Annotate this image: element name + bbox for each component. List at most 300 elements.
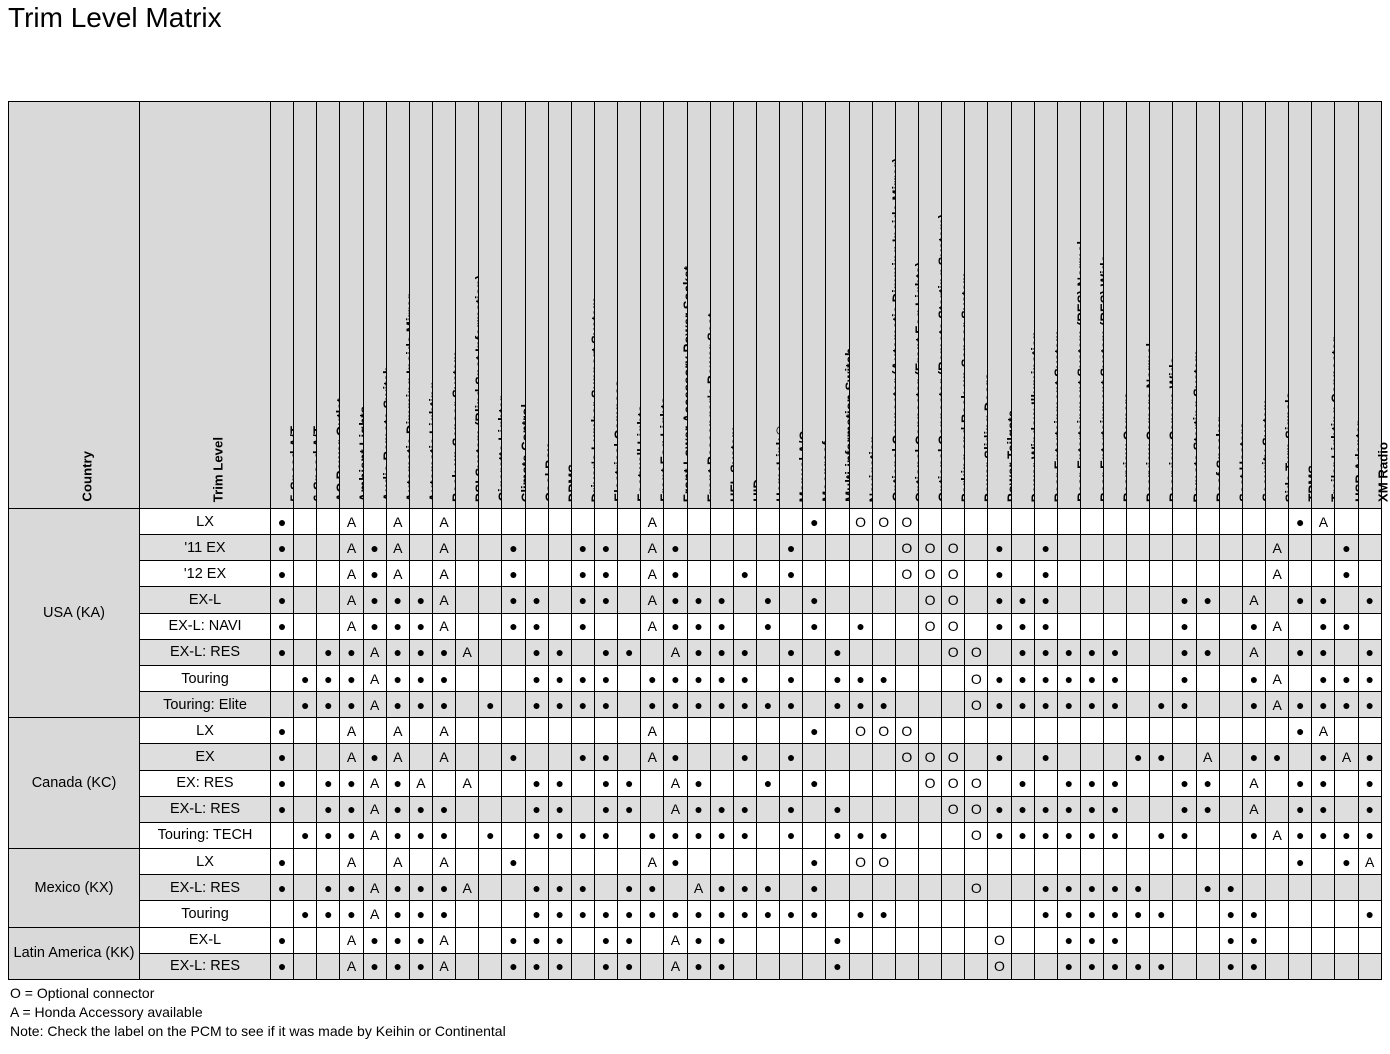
feature-cell: ● bbox=[1150, 692, 1173, 718]
feature-cell bbox=[1358, 613, 1381, 639]
feature-cell bbox=[780, 613, 803, 639]
table-row bbox=[9, 953, 1382, 979]
feature-cell bbox=[942, 665, 965, 691]
feature-cell: ● bbox=[780, 639, 803, 665]
feature-cell bbox=[1312, 953, 1335, 979]
feature-cell bbox=[456, 692, 479, 718]
feature-cell bbox=[363, 509, 386, 535]
feature-cell: ● bbox=[618, 875, 641, 901]
feature-cell: A bbox=[664, 770, 687, 796]
feature-cell: ● bbox=[1127, 744, 1150, 770]
feature-cell: A bbox=[664, 953, 687, 979]
feature-cell bbox=[756, 665, 779, 691]
feature-cell bbox=[456, 953, 479, 979]
feature-cell bbox=[479, 613, 502, 639]
feature-cell: ● bbox=[294, 822, 317, 848]
feature-cell bbox=[1219, 665, 1242, 691]
feature-cell bbox=[918, 796, 941, 822]
feature-cell bbox=[456, 665, 479, 691]
feature-cell: ● bbox=[1358, 770, 1381, 796]
trim-level-cell: EX bbox=[140, 744, 271, 770]
feature-cell bbox=[664, 875, 687, 901]
feature-cell bbox=[965, 849, 988, 875]
feature-cell: ● bbox=[1080, 927, 1103, 953]
feature-cell bbox=[1011, 901, 1034, 927]
feature-cell: ● bbox=[1173, 613, 1196, 639]
feature-cell bbox=[317, 953, 340, 979]
feature-cell bbox=[479, 849, 502, 875]
feature-cell: ● bbox=[1242, 744, 1265, 770]
feature-cell: O bbox=[988, 927, 1011, 953]
feature-cell: ● bbox=[849, 901, 872, 927]
feature-cell bbox=[1080, 587, 1103, 613]
feature-cell: ● bbox=[1011, 665, 1034, 691]
feature-cell: ● bbox=[618, 770, 641, 796]
feature-cell: ● bbox=[1335, 692, 1358, 718]
feature-cell bbox=[502, 875, 525, 901]
feature-cell bbox=[1127, 535, 1150, 561]
feature-cell bbox=[502, 770, 525, 796]
feature-cell: ● bbox=[571, 822, 594, 848]
header-feature bbox=[687, 102, 710, 509]
feature-cell bbox=[1173, 744, 1196, 770]
feature-cell: ● bbox=[710, 613, 733, 639]
feature-cell: ● bbox=[710, 927, 733, 953]
feature-cell bbox=[1127, 587, 1150, 613]
feature-cell: A bbox=[432, 718, 455, 744]
feature-cell bbox=[1104, 744, 1127, 770]
feature-cell bbox=[1242, 509, 1265, 535]
feature-cell: ● bbox=[294, 692, 317, 718]
table-row bbox=[9, 901, 1382, 927]
feature-cell bbox=[1266, 953, 1289, 979]
feature-cell: ● bbox=[780, 535, 803, 561]
feature-cell: ● bbox=[1358, 665, 1381, 691]
feature-cell bbox=[548, 718, 571, 744]
header-feature bbox=[409, 102, 432, 509]
feature-cell: ● bbox=[363, 587, 386, 613]
feature-cell bbox=[548, 535, 571, 561]
feature-cell bbox=[618, 561, 641, 587]
feature-cell: A bbox=[641, 509, 664, 535]
feature-cell bbox=[1173, 561, 1196, 587]
feature-cell: ● bbox=[571, 901, 594, 927]
trim-level-cell: EX-L: RES bbox=[140, 796, 271, 822]
feature-cell: O bbox=[965, 692, 988, 718]
feature-cell bbox=[294, 718, 317, 744]
feature-cell: ● bbox=[271, 561, 294, 587]
header-feature bbox=[432, 102, 455, 509]
feature-cell bbox=[1335, 718, 1358, 744]
feature-cell: O bbox=[895, 561, 918, 587]
feature-cell bbox=[548, 849, 571, 875]
feature-cell bbox=[594, 849, 617, 875]
feature-cell bbox=[826, 849, 849, 875]
feature-cell bbox=[1057, 718, 1080, 744]
feature-cell bbox=[872, 561, 895, 587]
feature-cell bbox=[1127, 796, 1150, 822]
feature-cell bbox=[1358, 953, 1381, 979]
feature-cell bbox=[479, 535, 502, 561]
feature-cell bbox=[363, 849, 386, 875]
feature-cell: ● bbox=[525, 692, 548, 718]
feature-cell bbox=[1034, 849, 1057, 875]
feature-cell bbox=[1127, 822, 1150, 848]
feature-cell bbox=[1312, 901, 1335, 927]
feature-cell: ● bbox=[271, 796, 294, 822]
feature-cell: ● bbox=[1104, 770, 1127, 796]
feature-cell bbox=[502, 901, 525, 927]
feature-cell bbox=[918, 849, 941, 875]
feature-cell bbox=[756, 849, 779, 875]
feature-cell bbox=[1196, 953, 1219, 979]
feature-cell: ● bbox=[271, 770, 294, 796]
feature-cell bbox=[1312, 561, 1335, 587]
header-feature bbox=[895, 102, 918, 509]
feature-cell bbox=[317, 718, 340, 744]
feature-cell: A bbox=[1242, 770, 1265, 796]
feature-cell: ● bbox=[1057, 692, 1080, 718]
feature-cell bbox=[918, 927, 941, 953]
feature-cell: ● bbox=[502, 744, 525, 770]
feature-cell: ● bbox=[756, 587, 779, 613]
feature-cell: ● bbox=[1104, 901, 1127, 927]
feature-cell bbox=[1289, 744, 1312, 770]
feature-cell bbox=[641, 953, 664, 979]
feature-cell: ● bbox=[988, 796, 1011, 822]
feature-cell: ● bbox=[1242, 953, 1265, 979]
feature-cell bbox=[479, 587, 502, 613]
feature-cell bbox=[780, 953, 803, 979]
feature-cell: O bbox=[965, 639, 988, 665]
feature-cell bbox=[479, 744, 502, 770]
feature-cell bbox=[294, 849, 317, 875]
feature-cell: ● bbox=[432, 639, 455, 665]
feature-cell: ● bbox=[271, 535, 294, 561]
feature-cell: ● bbox=[548, 822, 571, 848]
feature-cell: ● bbox=[386, 692, 409, 718]
feature-cell bbox=[479, 875, 502, 901]
feature-cell bbox=[988, 509, 1011, 535]
feature-cell: ● bbox=[826, 796, 849, 822]
feature-cell: ● bbox=[780, 796, 803, 822]
feature-cell: ● bbox=[1104, 692, 1127, 718]
feature-cell: ● bbox=[571, 535, 594, 561]
feature-cell: ● bbox=[571, 613, 594, 639]
feature-cell: ● bbox=[803, 901, 826, 927]
feature-cell bbox=[826, 561, 849, 587]
feature-cell: ● bbox=[409, 875, 432, 901]
feature-cell bbox=[803, 692, 826, 718]
feature-cell: ● bbox=[317, 770, 340, 796]
feature-cell: ● bbox=[1358, 692, 1381, 718]
feature-cell: A bbox=[340, 849, 363, 875]
feature-cell: A bbox=[641, 535, 664, 561]
feature-cell bbox=[548, 561, 571, 587]
header-feature bbox=[571, 102, 594, 509]
header-feature bbox=[1312, 102, 1335, 509]
feature-cell bbox=[1150, 535, 1173, 561]
feature-cell: ● bbox=[386, 901, 409, 927]
feature-cell bbox=[1057, 849, 1080, 875]
feature-cell bbox=[733, 509, 756, 535]
feature-cell bbox=[1196, 692, 1219, 718]
feature-cell bbox=[1127, 770, 1150, 796]
feature-cell: ● bbox=[1034, 613, 1057, 639]
feature-cell bbox=[803, 639, 826, 665]
feature-cell: ● bbox=[988, 535, 1011, 561]
feature-cell bbox=[965, 901, 988, 927]
header-feature bbox=[1104, 102, 1127, 509]
feature-cell bbox=[1266, 927, 1289, 953]
feature-cell: ● bbox=[548, 639, 571, 665]
feature-cell bbox=[803, 796, 826, 822]
feature-cell: ● bbox=[1057, 901, 1080, 927]
feature-cell: ● bbox=[780, 822, 803, 848]
feature-cell: ● bbox=[548, 692, 571, 718]
feature-cell: A bbox=[664, 927, 687, 953]
feature-cell: ● bbox=[1335, 613, 1358, 639]
feature-cell: ● bbox=[1104, 796, 1127, 822]
feature-cell bbox=[1080, 718, 1103, 744]
table-row bbox=[9, 665, 1382, 691]
feature-cell: A bbox=[432, 509, 455, 535]
feature-cell: ● bbox=[664, 822, 687, 848]
feature-cell bbox=[1057, 587, 1080, 613]
feature-cell bbox=[548, 744, 571, 770]
table-row bbox=[9, 692, 1382, 718]
feature-cell: ● bbox=[432, 665, 455, 691]
feature-cell bbox=[1242, 535, 1265, 561]
feature-cell bbox=[1150, 509, 1173, 535]
feature-cell: ● bbox=[1289, 509, 1312, 535]
feature-cell: ● bbox=[1312, 613, 1335, 639]
feature-cell: ● bbox=[1173, 822, 1196, 848]
feature-cell: ● bbox=[756, 901, 779, 927]
feature-cell: ● bbox=[548, 665, 571, 691]
feature-cell: ● bbox=[340, 901, 363, 927]
feature-cell bbox=[317, 744, 340, 770]
feature-cell bbox=[942, 875, 965, 901]
feature-cell: ● bbox=[386, 822, 409, 848]
feature-cell: ● bbox=[525, 613, 548, 639]
feature-cell bbox=[895, 613, 918, 639]
feature-cell bbox=[872, 744, 895, 770]
feature-cell bbox=[1335, 875, 1358, 901]
feature-cell bbox=[1173, 953, 1196, 979]
feature-cell: ● bbox=[271, 744, 294, 770]
feature-cell bbox=[756, 561, 779, 587]
feature-cell: ● bbox=[849, 613, 872, 639]
feature-cell bbox=[988, 901, 1011, 927]
feature-cell: O bbox=[942, 796, 965, 822]
feature-cell bbox=[571, 849, 594, 875]
feature-cell: ● bbox=[409, 953, 432, 979]
feature-cell: O bbox=[918, 770, 941, 796]
feature-cell: ● bbox=[571, 561, 594, 587]
feature-cell bbox=[803, 953, 826, 979]
feature-cell: ● bbox=[988, 587, 1011, 613]
feature-cell bbox=[849, 561, 872, 587]
feature-cell: ● bbox=[386, 953, 409, 979]
feature-cell: O bbox=[965, 875, 988, 901]
feature-cell: ● bbox=[432, 822, 455, 848]
feature-cell: O bbox=[849, 718, 872, 744]
feature-cell: ● bbox=[502, 613, 525, 639]
feature-cell: ● bbox=[1289, 718, 1312, 744]
feature-cell bbox=[710, 561, 733, 587]
feature-cell bbox=[548, 587, 571, 613]
feature-cell: ● bbox=[317, 901, 340, 927]
feature-cell bbox=[317, 927, 340, 953]
feature-cell: A bbox=[432, 587, 455, 613]
feature-cell bbox=[502, 639, 525, 665]
feature-cell bbox=[895, 692, 918, 718]
feature-cell: A bbox=[409, 770, 432, 796]
table-row bbox=[9, 718, 1382, 744]
header-feature bbox=[826, 102, 849, 509]
feature-cell bbox=[942, 953, 965, 979]
feature-cell: ● bbox=[687, 796, 710, 822]
feature-cell bbox=[409, 535, 432, 561]
feature-cell: ● bbox=[1104, 822, 1127, 848]
feature-cell: ● bbox=[1080, 901, 1103, 927]
feature-cell: ● bbox=[687, 927, 710, 953]
feature-cell bbox=[594, 718, 617, 744]
feature-cell bbox=[710, 718, 733, 744]
feature-cell: ● bbox=[1150, 953, 1173, 979]
feature-cell: A bbox=[386, 535, 409, 561]
feature-cell: ● bbox=[687, 639, 710, 665]
feature-cell: O bbox=[942, 561, 965, 587]
feature-cell: O bbox=[942, 613, 965, 639]
table-row bbox=[9, 639, 1382, 665]
feature-cell: A bbox=[1312, 509, 1335, 535]
feature-cell: ● bbox=[1080, 822, 1103, 848]
feature-cell: ● bbox=[409, 665, 432, 691]
table-row bbox=[9, 796, 1382, 822]
feature-cell bbox=[803, 744, 826, 770]
feature-cell bbox=[1196, 927, 1219, 953]
feature-cell bbox=[918, 665, 941, 691]
feature-cell bbox=[641, 639, 664, 665]
feature-cell bbox=[687, 535, 710, 561]
feature-cell: ● bbox=[1104, 665, 1127, 691]
trim-level-cell: EX-L bbox=[140, 587, 271, 613]
feature-cell: ● bbox=[1011, 822, 1034, 848]
feature-cell: ● bbox=[641, 901, 664, 927]
feature-cell: ● bbox=[1150, 744, 1173, 770]
feature-cell bbox=[1127, 613, 1150, 639]
feature-cell: ● bbox=[1034, 665, 1057, 691]
header-feature bbox=[1242, 102, 1265, 509]
feature-cell bbox=[479, 927, 502, 953]
feature-cell bbox=[756, 509, 779, 535]
feature-cell: A bbox=[363, 692, 386, 718]
feature-cell bbox=[780, 770, 803, 796]
feature-cell: ● bbox=[1289, 770, 1312, 796]
feature-cell bbox=[687, 849, 710, 875]
feature-cell: ● bbox=[1034, 639, 1057, 665]
feature-cell bbox=[849, 535, 872, 561]
trim-level-cell: LX bbox=[140, 718, 271, 744]
feature-cell: ● bbox=[271, 718, 294, 744]
feature-cell: ● bbox=[988, 692, 1011, 718]
feature-cell bbox=[942, 901, 965, 927]
feature-cell: A bbox=[432, 849, 455, 875]
feature-cell: ● bbox=[710, 822, 733, 848]
feature-cell bbox=[1196, 535, 1219, 561]
feature-cell: ● bbox=[271, 613, 294, 639]
feature-cell bbox=[965, 718, 988, 744]
feature-cell: A bbox=[363, 665, 386, 691]
feature-cell bbox=[1312, 849, 1335, 875]
feature-cell: ● bbox=[872, 901, 895, 927]
header-feature bbox=[1150, 102, 1173, 509]
feature-cell bbox=[641, 770, 664, 796]
feature-cell bbox=[479, 561, 502, 587]
feature-cell bbox=[1127, 718, 1150, 744]
feature-cell: ● bbox=[733, 901, 756, 927]
feature-cell bbox=[1080, 613, 1103, 639]
header-trim-level-label: Trim Level bbox=[210, 436, 226, 502]
feature-cell bbox=[1173, 927, 1196, 953]
feature-cell bbox=[1011, 744, 1034, 770]
feature-cell bbox=[1057, 535, 1080, 561]
table-row bbox=[9, 849, 1382, 875]
feature-cell bbox=[1266, 796, 1289, 822]
feature-cell: A bbox=[363, 901, 386, 927]
feature-cell: ● bbox=[317, 639, 340, 665]
feature-cell: ● bbox=[1057, 796, 1080, 822]
feature-cell bbox=[571, 927, 594, 953]
trim-matrix-table bbox=[8, 101, 1390, 978]
feature-cell: ● bbox=[1034, 822, 1057, 848]
feature-cell: O bbox=[895, 509, 918, 535]
feature-cell: A bbox=[386, 718, 409, 744]
feature-cell bbox=[1219, 587, 1242, 613]
feature-cell: A bbox=[340, 561, 363, 587]
header-feature bbox=[456, 102, 479, 509]
feature-cell bbox=[826, 770, 849, 796]
feature-cell: ● bbox=[363, 744, 386, 770]
feature-cell: ● bbox=[409, 796, 432, 822]
feature-cell: ● bbox=[1057, 770, 1080, 796]
feature-cell: ● bbox=[756, 613, 779, 639]
feature-cell: A bbox=[664, 639, 687, 665]
table-row bbox=[9, 744, 1382, 770]
feature-cell bbox=[1358, 561, 1381, 587]
feature-cell bbox=[1034, 770, 1057, 796]
feature-cell: ● bbox=[1104, 953, 1127, 979]
feature-cell bbox=[1127, 665, 1150, 691]
feature-cell: ● bbox=[525, 953, 548, 979]
feature-cell: ● bbox=[1104, 639, 1127, 665]
feature-cell bbox=[456, 718, 479, 744]
feature-cell: A bbox=[1266, 613, 1289, 639]
feature-cell: ● bbox=[340, 796, 363, 822]
feature-cell: ● bbox=[733, 692, 756, 718]
feature-cell: A bbox=[386, 561, 409, 587]
feature-cell: ● bbox=[525, 796, 548, 822]
feature-cell: O bbox=[942, 535, 965, 561]
feature-cell: ● bbox=[1104, 875, 1127, 901]
feature-cell: ● bbox=[1034, 535, 1057, 561]
feature-cell: ● bbox=[618, 796, 641, 822]
feature-cell bbox=[456, 613, 479, 639]
header-feature bbox=[548, 102, 571, 509]
header-feature bbox=[1034, 102, 1057, 509]
